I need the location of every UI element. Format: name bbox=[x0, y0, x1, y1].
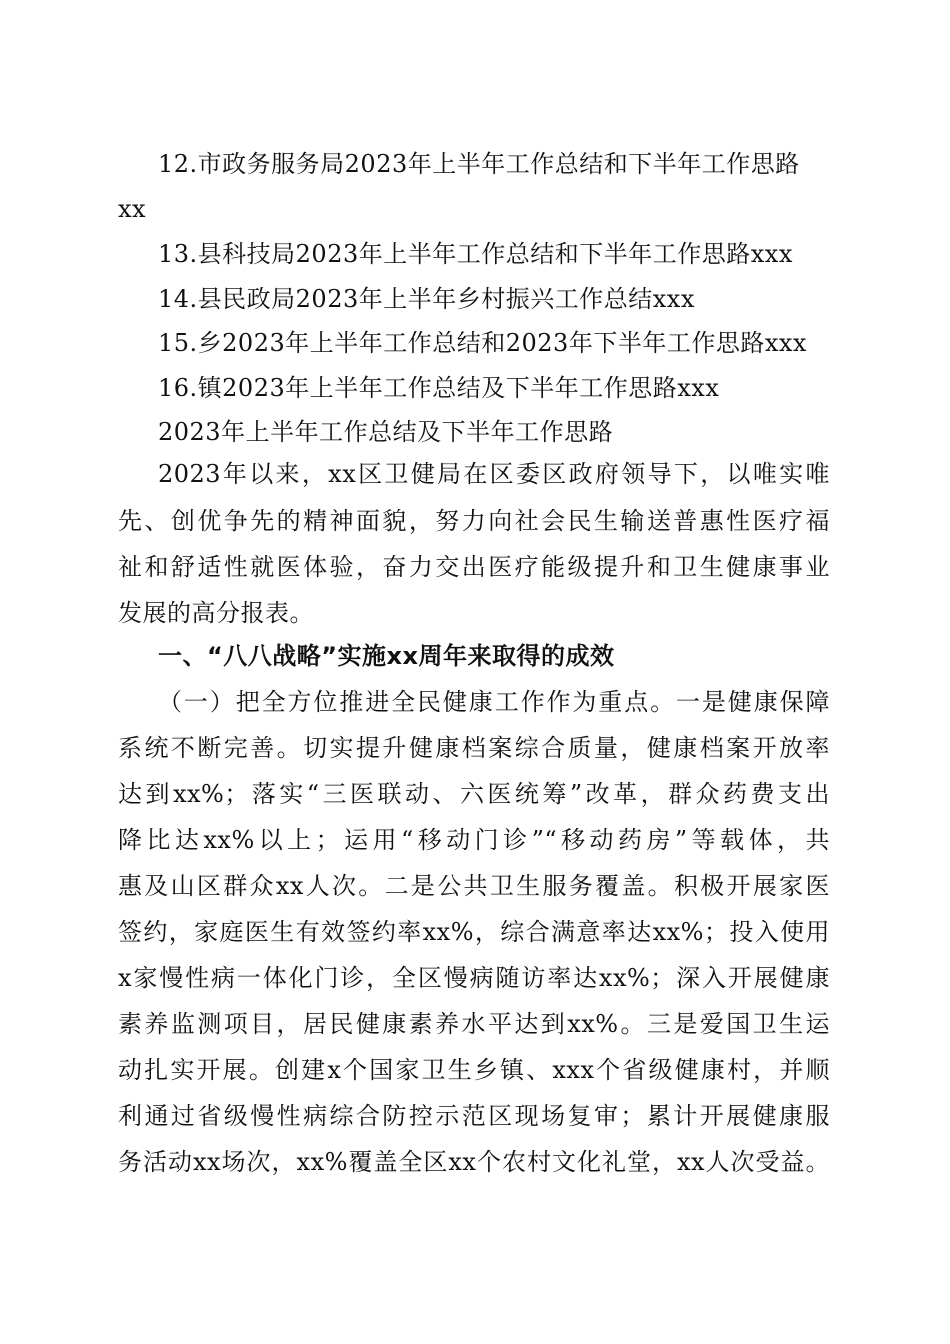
list-item: 15.乡2023年上半年工作总结和2023年下半年工作思路xxx bbox=[158, 329, 807, 357]
paragraph-line: 降比达xx%以上；运用“移动门诊”“移动药房”等载体，共 bbox=[118, 826, 830, 854]
paragraph-line: 系统不断完善。切实提升健康档案综合质量，健康档案开放率 bbox=[118, 734, 830, 762]
paragraph-line: 先、创优争先的精神面貌，努力向社会民生输送普惠性医疗福 bbox=[118, 507, 830, 535]
list-item: 13.县科技局2023年上半年工作总结和下半年工作思路xxx bbox=[158, 240, 793, 268]
paragraph-line: 利通过省级慢性病综合防控示范区现场复审；累计开展健康服 bbox=[118, 1102, 830, 1130]
list-item: 12.市政务服务局2023年上半年工作总结和下半年工作思路 bbox=[158, 150, 800, 178]
paragraph-line: 动扎实开展。创建x个国家卫生乡镇、xxx个省级健康村，并顺 bbox=[118, 1056, 830, 1084]
paragraph-line: 惠及山区群众xx人次。二是公共卫生服务覆盖。积极开展家医 bbox=[118, 872, 830, 900]
paragraph-line: 务活动xx场次，xx%覆盖全区xx个农村文化礼堂，xx人次受益。 bbox=[118, 1148, 830, 1176]
paragraph-line: 达到xx%；落实“三医联动、六医统筹”改革，群众药费支出 bbox=[118, 780, 830, 808]
document-title: 2023年上半年工作总结及下半年工作思路 bbox=[158, 418, 614, 446]
section-heading: 一、“八八战略”实施xx周年来取得的成效 bbox=[158, 642, 615, 670]
paragraph-line: 发展的高分报表。 bbox=[118, 599, 314, 627]
list-item: 14.县民政局2023年上半年乡村振兴工作总结xxx bbox=[158, 285, 695, 313]
paragraph-line: （一）把全方位推进全民健康工作作为重点。一是健康保障 bbox=[158, 688, 830, 716]
paragraph-line: x家慢性病一体化门诊，全区慢病随访率达xx%；深入开展健康 bbox=[118, 964, 830, 992]
paragraph-line: 签约，家庭医生有效签约率xx%，综合满意率达xx%；投入使用 bbox=[118, 918, 830, 946]
list-item: 16.镇2023年上半年工作总结及下半年工作思路xxx bbox=[158, 374, 720, 402]
list-item-continuation: xx bbox=[118, 195, 147, 223]
paragraph-line: 祉和舒适性就医体验，奋力交出医疗能级提升和卫生健康事业 bbox=[118, 553, 830, 581]
paragraph-line: 2023年以来，xx区卫健局在区委区政府领导下，以唯实唯 bbox=[158, 460, 830, 488]
paragraph-line: 素养监测项目，居民健康素养水平达到xx%。三是爱国卫生运 bbox=[118, 1010, 830, 1038]
